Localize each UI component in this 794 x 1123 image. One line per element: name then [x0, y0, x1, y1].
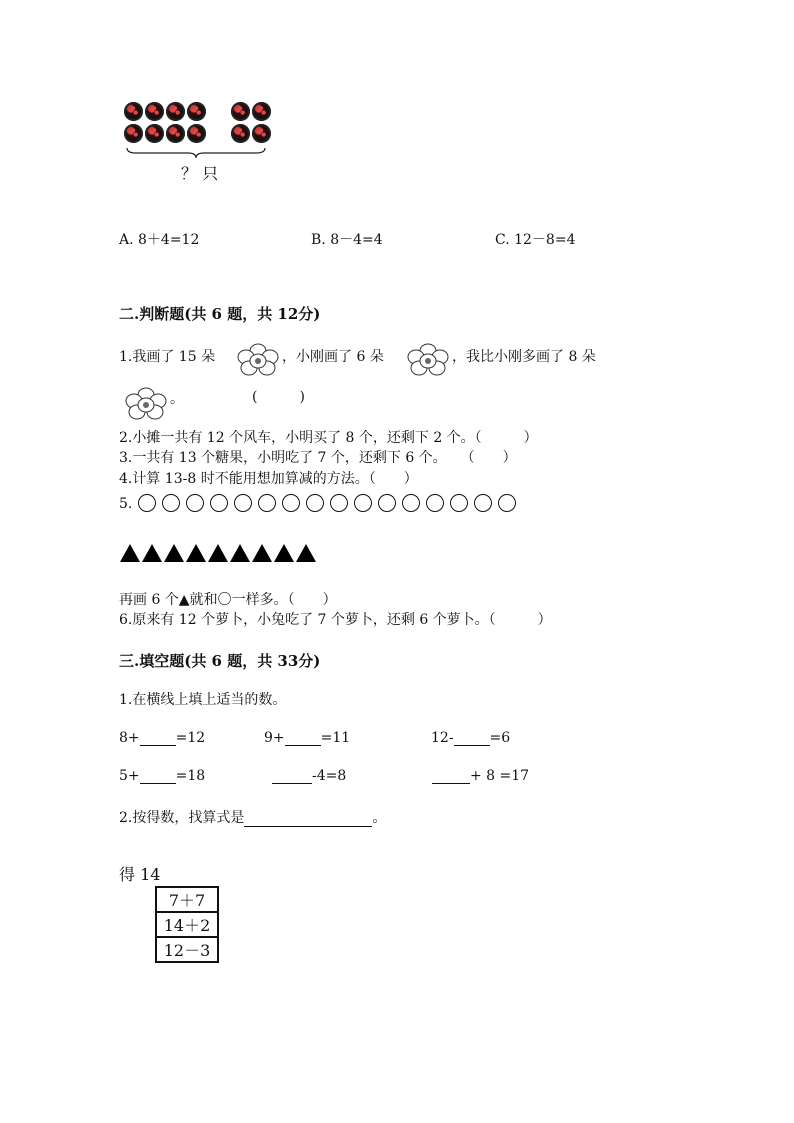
- judge-q1-paren: ( ): [252, 389, 305, 405]
- equation-5-post: -4=8: [312, 768, 347, 784]
- fill-q2-post: 。: [372, 810, 387, 826]
- triangle-icon: [208, 544, 228, 562]
- triangle-icon: [296, 544, 316, 562]
- equation-5: [272, 768, 346, 784]
- judge-q4: 4.计算 13-8 时不能用想加算减的方法。（ ）: [119, 471, 418, 487]
- ladybug-icon: [124, 102, 143, 121]
- fill-q2: [119, 807, 386, 827]
- circle-icon: [330, 494, 348, 512]
- circle-icon: [258, 494, 276, 512]
- judge-q3: 3.一共有 13 个糖果，小明吃了 7 个，还剩下 6 个。 （ ）: [119, 450, 517, 466]
- triangle-icon: [142, 544, 162, 562]
- equation-6-post: + 8 =17: [470, 768, 530, 784]
- equation-1-post: =12: [175, 730, 206, 746]
- equation-1: [119, 730, 205, 746]
- circle-row: [138, 494, 522, 512]
- circle-icon: [498, 494, 516, 512]
- judge-q1-part4: 。: [170, 391, 184, 407]
- judge-q5-label: 5.: [119, 496, 133, 512]
- flower-icon: [236, 342, 280, 378]
- result-label: 得 14: [119, 865, 161, 884]
- table-cell[interactable]: 7＋7: [156, 887, 218, 912]
- circle-icon: [162, 494, 180, 512]
- expression-table: [155, 886, 219, 963]
- equation-3: [431, 730, 510, 746]
- fill-q1: 1.在横线上填上适当的数。: [119, 692, 287, 708]
- fill-q2-pre: 2.按得数，找算式是: [119, 810, 245, 826]
- flower-icon: [406, 342, 450, 378]
- triangle-icon: [230, 544, 250, 562]
- ladybug-icon: [231, 102, 250, 121]
- judge-q2: 2.小摊一共有 12 个风车，小明买了 8 个，还剩下 2 个。（ ）: [119, 430, 538, 446]
- circle-icon: [234, 494, 252, 512]
- answer-blank[interactable]: [272, 769, 312, 784]
- ladybug-icon: [252, 124, 271, 143]
- judge-q1-part3: ，我比小刚多画了 8 朵: [452, 349, 596, 365]
- circle-icon: [378, 494, 396, 512]
- flower-icon: [124, 386, 168, 422]
- figure-question-label: ？ 只: [181, 164, 219, 183]
- equation-4: [119, 768, 205, 784]
- section-2-heading: 二.判断题(共 6 题，共 12分): [119, 305, 321, 323]
- judge-q1-part1: 1.我画了 15 朵: [119, 349, 216, 365]
- equation-2-pre: 9+: [264, 730, 285, 746]
- triangle-icon: [186, 544, 206, 562]
- ladybug-icon: [231, 124, 250, 143]
- equation-4-pre: 5+: [119, 768, 140, 784]
- answer-blank[interactable]: [454, 731, 490, 746]
- answer-blank[interactable]: [285, 731, 321, 746]
- section-3-heading: 三.填空题(共 6 题，共 33分): [119, 652, 321, 670]
- table-cell[interactable]: 12－3: [156, 937, 218, 962]
- triangle-icon: [120, 544, 140, 562]
- circle-icon: [210, 494, 228, 512]
- ladybug-icon: [166, 124, 185, 143]
- table-row: [156, 912, 218, 937]
- equation-3-pre: 12-: [431, 730, 454, 746]
- circle-icon: [282, 494, 300, 512]
- circle-icon: [306, 494, 324, 512]
- circle-icon: [354, 494, 372, 512]
- option-b: B. 8－4=4: [311, 232, 383, 248]
- judge-q1-part2: ，小刚画了 6 朵: [282, 349, 384, 365]
- triangle-icon: [252, 544, 272, 562]
- answer-blank[interactable]: [140, 769, 176, 784]
- table-row: [156, 937, 218, 962]
- option-a: A. 8＋4=12: [119, 232, 200, 248]
- equation-4-post: =18: [175, 768, 206, 784]
- equation-2: [264, 730, 350, 746]
- triangle-icon: [164, 544, 184, 562]
- ladybug-icon: [145, 102, 164, 121]
- equation-1-pre: 8+: [119, 730, 140, 746]
- option-c: C. 12－8=4: [495, 232, 576, 248]
- triangle-icon: [274, 544, 294, 562]
- equation-3-post: =6: [489, 730, 511, 746]
- ladybug-icon: [124, 124, 143, 143]
- answer-blank[interactable]: [244, 812, 372, 827]
- table-cell[interactable]: 14＋2: [156, 912, 218, 937]
- table-row: [156, 887, 218, 912]
- brace-icon: [126, 147, 266, 159]
- circle-icon: [426, 494, 444, 512]
- answer-blank[interactable]: [140, 731, 176, 746]
- triangle-row: [120, 544, 318, 566]
- ladybug-icon: [145, 124, 164, 143]
- ladybug-icon: [187, 102, 206, 121]
- ladybug-icon: [252, 102, 271, 121]
- answer-blank[interactable]: [432, 769, 470, 784]
- judge-q5-text: 再画 6 个▲就和〇一样多。（ ）: [119, 592, 337, 608]
- circle-icon: [402, 494, 420, 512]
- circle-icon: [474, 494, 492, 512]
- ladybug-group-figure: [124, 100, 274, 152]
- circle-icon: [138, 494, 156, 512]
- circle-icon: [450, 494, 468, 512]
- ladybug-icon: [187, 124, 206, 143]
- equation-6: [432, 768, 529, 784]
- equation-2-post: =11: [320, 730, 351, 746]
- ladybug-icon: [166, 102, 185, 121]
- circle-icon: [186, 494, 204, 512]
- judge-q6: 6.原来有 12 个萝卜，小兔吃了 7 个萝卜，还剩 6 个萝卜。（ ）: [119, 612, 552, 628]
